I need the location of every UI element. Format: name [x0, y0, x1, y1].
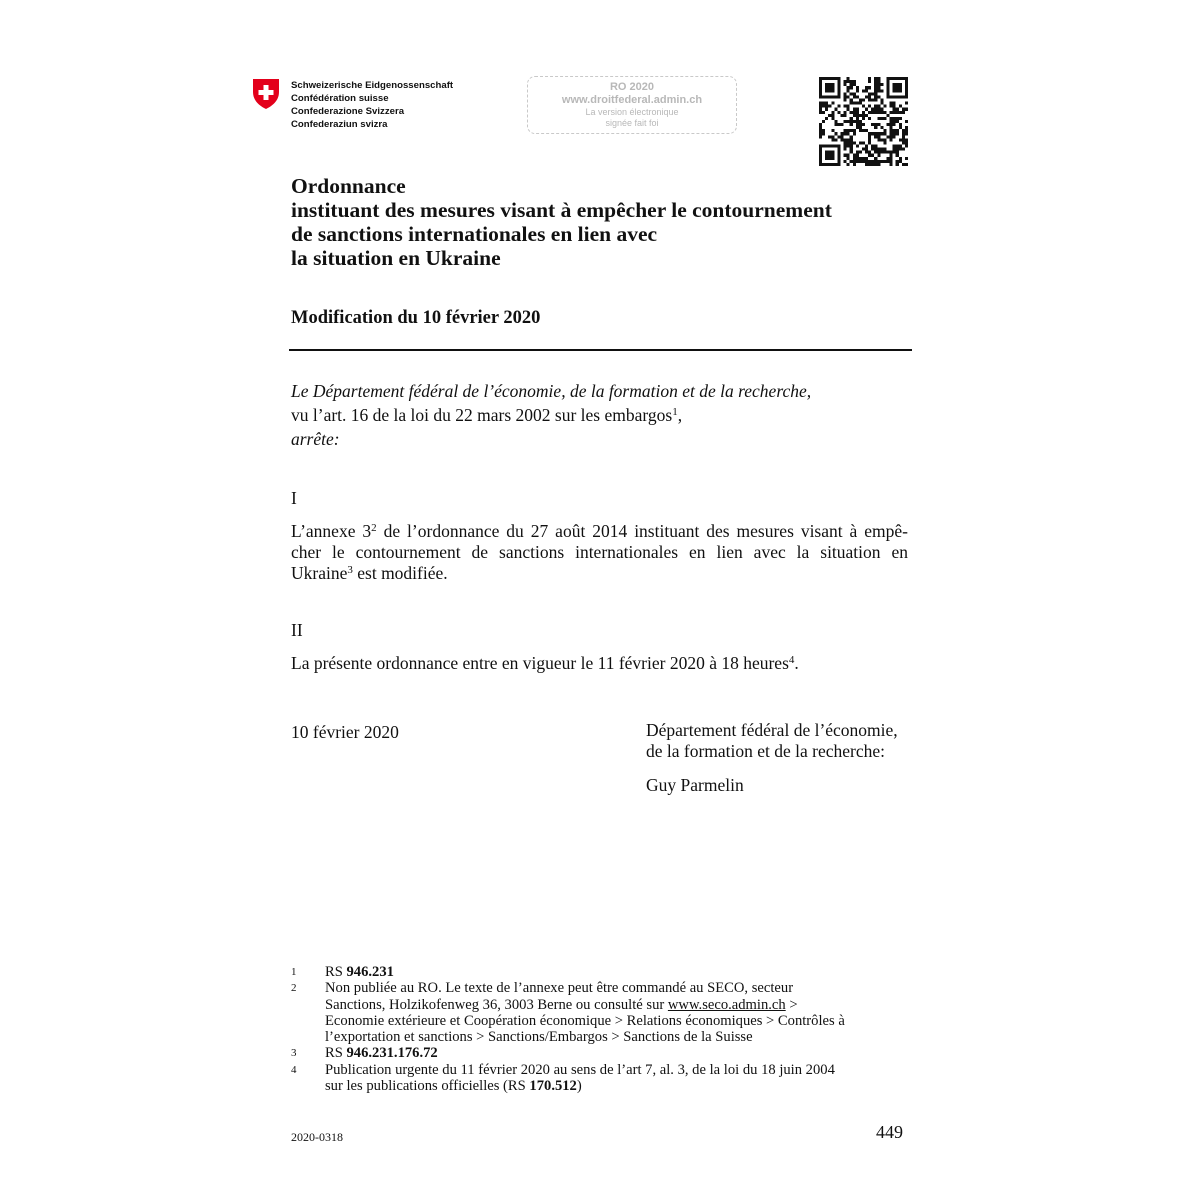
footnote-2-line-2-b: > [785, 996, 798, 1013]
seco-link[interactable]: www.seco.admin.ch [667, 996, 786, 1013]
footnote-1-number: 1 [291, 966, 297, 978]
stamp-note-line1: La version électronique [585, 107, 679, 117]
ordinance-title [291, 174, 832, 270]
footnote-4-rs-number: 170.512 [529, 1078, 577, 1095]
section-2-numeral: II [291, 620, 303, 640]
footnote-4-line-2-b: ) [576, 1078, 582, 1095]
section-1-numeral: I [291, 488, 297, 508]
footnote-4-line-1: Publication urgente du 11 février 2020 au sens de l’art 7, al. 3, de la loi du 18 juin 2004 [325, 1061, 835, 1078]
footnote-2-line-2-a: Sanctions, Holzikofenweg 36, 3003 Berne ou consulté sur [325, 996, 668, 1013]
title-divider [289, 349, 912, 351]
section-1-paragraph [291, 521, 908, 584]
footnote-3-rs-number: 946.231.176.72 [346, 1045, 438, 1062]
section-1-line-1 [291, 521, 908, 542]
agency-line-it: Confederazione Svizzera [291, 106, 405, 117]
agency-name-block [291, 79, 453, 131]
preamble [291, 379, 811, 451]
page-number: 449 [876, 1122, 903, 1142]
agency-line-fr: Confédération suisse [291, 93, 389, 104]
section-1-line-2: cher le contournement de sanctions internationales en lien avec la situation en [291, 542, 908, 562]
stamp-note-line2: signée fait foi [605, 118, 659, 128]
signatory-name: Guy Parmelin [646, 775, 744, 795]
department-line-2: de la formation et de la recherche: [646, 741, 886, 761]
preamble-basis [291, 403, 811, 427]
footnote-1 [291, 964, 911, 980]
section-2-text-end: . [794, 653, 799, 673]
preamble-basis-end: , [677, 405, 683, 425]
footnote-4-line-2-a: sur les publications officielles (RS [325, 1078, 530, 1095]
preamble-authority: Le Département fédéral de l’économie, de la formation et de la recherche, [291, 381, 812, 401]
footnote-3-prefix: RS [325, 1045, 347, 1062]
section-1-line-3-a: Ukraine [291, 563, 348, 583]
footnote-4 [291, 1062, 911, 1095]
footnote-3-number: 3 [291, 1047, 297, 1060]
footnote-2-number: 2 [291, 982, 297, 995]
stamp-ro-number: RO 2020 [609, 81, 655, 93]
footnote-3 [291, 1045, 911, 1061]
title-line-3: de sanctions internationales en lien avec [291, 222, 658, 246]
section-2-text: La présente ordonnance entre en vigueur le 11 février 2020 à 18 heures [291, 653, 789, 673]
footnote-ref-3[interactable]: 3 [347, 564, 353, 576]
ro-stamp [527, 76, 737, 134]
footnote-ref-4[interactable]: 4 [788, 654, 795, 666]
title-line-2: instituant des mesures visant à empêcher le contournement [291, 198, 832, 222]
footnote-2-line-4: l’exportation et sanctions > Sanctions/Embargos > Sanctions de la Suisse [325, 1029, 753, 1046]
department-line-1: Département fédéral de l’économie, [646, 720, 898, 740]
preamble-decision: arrête: [291, 429, 340, 449]
signature-date: 10 février 2020 [291, 722, 399, 742]
swiss-coat-of-arms-icon [252, 78, 280, 110]
section-1-line-3 [291, 563, 908, 584]
section-1-line-3-b: est modifiée. [352, 563, 448, 583]
footnote-ref-1[interactable]: 1 [672, 406, 678, 418]
footnote-2 [291, 980, 911, 1045]
section-2-paragraph [291, 651, 799, 675]
section-1-line-1-a: L’annexe 3 [291, 521, 372, 541]
stamp-site: www.droitfederal.admin.ch [561, 94, 703, 106]
qr-code-icon [819, 77, 908, 166]
footnote-2-line-3: Economie extérieure et Coopération économique > Relations économiques > Contrôles à [325, 1012, 845, 1029]
title-line-1: Ordonnance [291, 174, 406, 198]
footnote-4-number: 4 [291, 1063, 297, 1076]
footnote-ref-2[interactable]: 2 [371, 522, 377, 534]
document-code: 2020-0318 [291, 1130, 343, 1144]
agency-line-de: Schweizerische Eidgenossenschaft [291, 80, 454, 91]
modification-date: Modification du 10 février 2020 [291, 308, 541, 328]
section-1-line-1-b: de l’ordonnance du 27 août 2014 instituant des mesures visant à empê- [376, 521, 908, 541]
footnote-2-line-1: Non publiée au RO. Le texte de l’annexe peut être commandé au SECO, secteur [325, 980, 794, 997]
preamble-basis-text: vu l’art. 16 de la loi du 22 mars 2002 sur les embargos [291, 405, 673, 425]
agency-line-rm: Confederaziun svizra [291, 119, 388, 130]
footnotes [291, 964, 911, 1094]
title-line-4: la situation en Ukraine [291, 246, 501, 270]
footnote-1-rs-number: 946.231 [346, 964, 394, 980]
footnote-2-line-2 [325, 997, 911, 1013]
footnote-4-line-2 [325, 1078, 911, 1094]
signature-department [646, 720, 898, 762]
footnote-1-prefix: RS [325, 964, 347, 980]
